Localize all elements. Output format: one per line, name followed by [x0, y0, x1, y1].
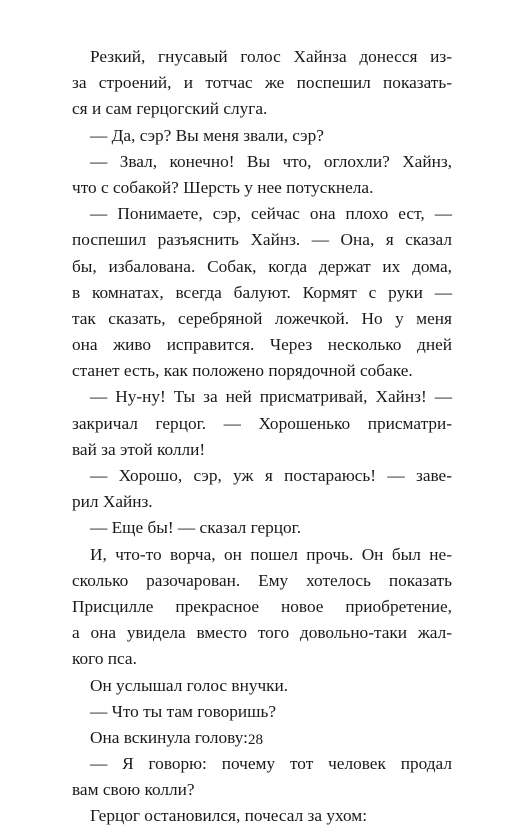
page-text [72, 44, 452, 830]
text-line: поспешил разъяснить Хайнз. — Она, я сказал [72, 230, 452, 250]
page-number: 28 [248, 732, 263, 748]
text-line: она живо исправится. Через несколько дней [72, 335, 452, 355]
text-line: Присцилле прекрасное новое приобретение, [72, 596, 452, 616]
text-line: так сказать, серебряной ложечкой. Но у меня [72, 308, 452, 328]
text-line: за строений, и тотчас же поспешил показать- [72, 73, 452, 93]
text-line: — Я говорю: почему тот человек продал [90, 754, 452, 774]
text-line: бы, избалована. Собак, когда держат их дома, [72, 256, 452, 276]
text-line: И, что-то ворча, он пошел прочь. Он был не- [90, 544, 452, 564]
text-line: ся и сам герцогский слуга. [72, 99, 268, 119]
text-line: — Да, сэр? Вы меня звали, сэр? [90, 125, 324, 145]
text-line: Герцог остановился, почесал за ухом: [90, 806, 368, 826]
text-line: кого пса. [72, 649, 137, 669]
text-line: Она вскинула голову: [90, 727, 248, 747]
text-line: — Ну-ну! Ты за ней присматривай, Хайнз! — [90, 387, 452, 407]
text-line: — Понимаете, сэр, сейчас она плохо ест, — [90, 204, 452, 224]
text-line: сколько разочарован. Ему хотелось показать [72, 570, 452, 590]
text-line: — Что ты там говоришь? [90, 701, 277, 721]
text-line: вам свою колли? [72, 780, 195, 800]
text-line: — Звал, конечно! Вы что, оглохли? Хайнз, [90, 151, 452, 171]
text-line: вай за этой колли! [72, 439, 206, 459]
text-line: Он услышал голос внучки. [90, 675, 289, 695]
text-line: — Еще бы! — сказал герцог. [90, 518, 302, 538]
text-line: в комнатах, всегда балуют. Кормят с руки — [72, 282, 452, 302]
text-line: Резкий, гнусавый голос Хайнза донесся из- [90, 47, 452, 66]
text-line: — Хорошо, сэр, уж я постараюсь! — заве- [90, 466, 452, 485]
text-line: а она увидела вместо того довольно-таки жал- [72, 623, 452, 643]
text-line: рил Хайнз. [72, 492, 153, 512]
text-line: станет есть, как положено порядочной собаке. [72, 361, 413, 381]
text-line: что с собакой? Шерсть у нее потускнела. [72, 177, 374, 197]
text-line: закричал герцог. — Хорошенько присматри- [72, 413, 452, 433]
